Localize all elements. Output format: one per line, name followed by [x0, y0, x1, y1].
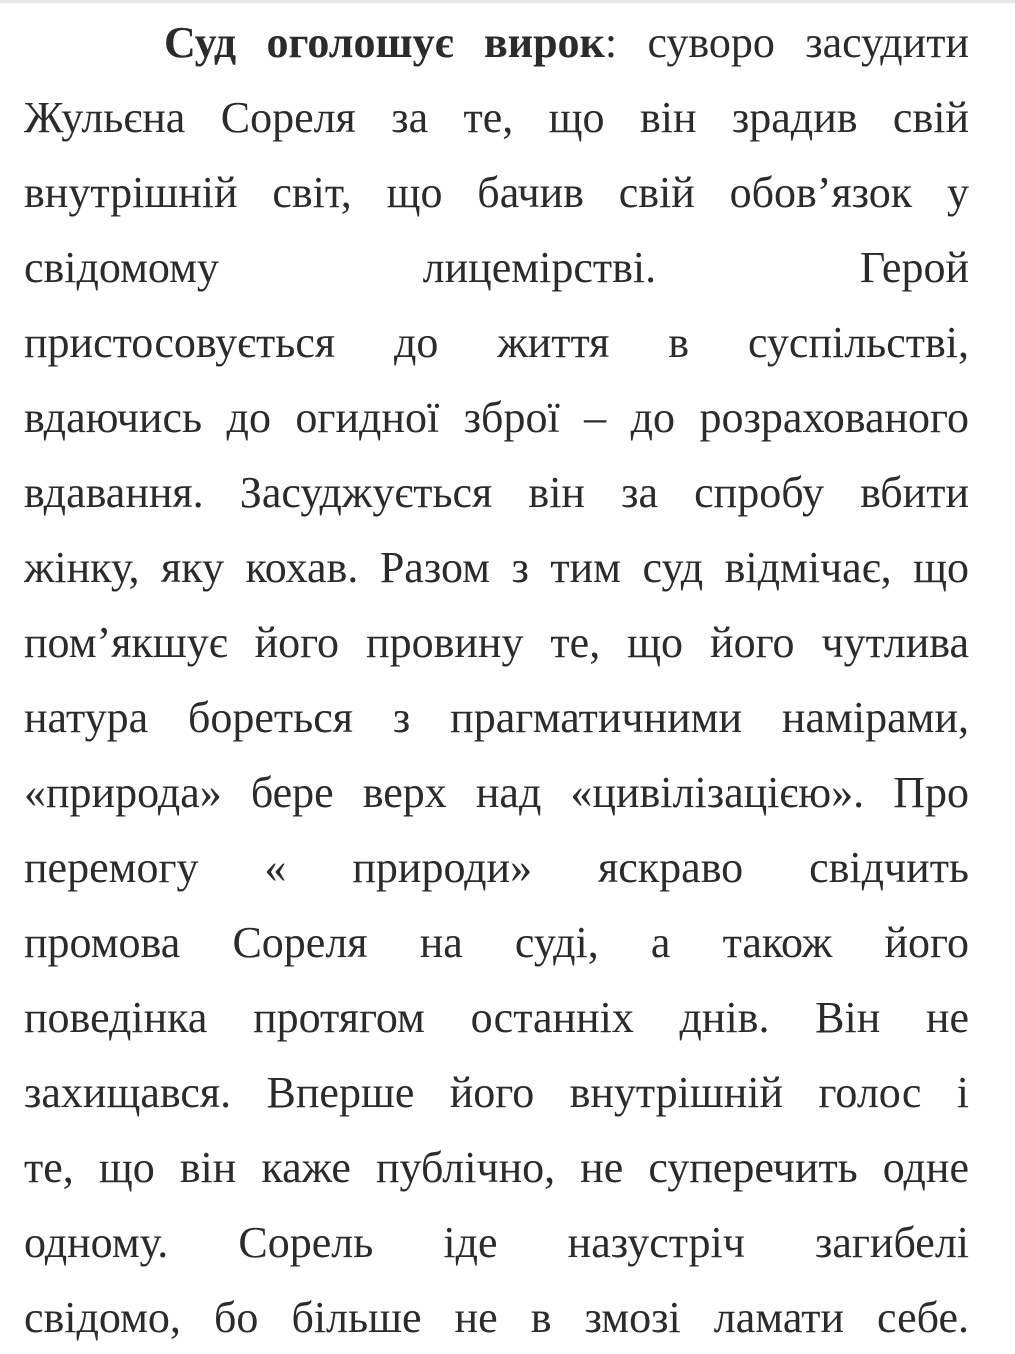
- text-line-13: поведінка протягом останніх днів. Він не: [24, 993, 969, 1042]
- text-line-17: свідомо, бо більше не в змозі ламати себе.: [24, 1293, 969, 1342]
- text-line-8: пом’якшує його провину те, що його чутлива: [24, 618, 969, 667]
- text-line-10: «природа» бере верх над «цивілізацією». Про: [24, 768, 969, 817]
- text-line-1: Жульєна Сореля за те, що він зрадив свій: [24, 93, 969, 142]
- text-line-6: вдавання. Засуджується він за спробу вбити: [24, 468, 969, 517]
- text-line-9: натура бореться з прагматичними намірами,: [24, 693, 969, 742]
- text-line-12: промова Сореля на суді, а також його: [24, 918, 969, 967]
- text-line-14: захищався. Вперше його внутрішній голос і: [24, 1068, 969, 1117]
- text-line-5: вдаючись до огидної зброї – до розрахованого: [24, 393, 969, 442]
- text-line-15: те, що він каже публічно, не суперечить одне: [24, 1143, 969, 1192]
- text-line-2: внутрішній світ, що бачив свій обов’язок у: [24, 168, 969, 217]
- text-line-7: жінку, яку кохав. Разом з тим суд відмічає, що: [24, 543, 969, 592]
- paragraph-first-line: [24, 5, 969, 80]
- verdict-heading: Суд оголошує вирок: [164, 18, 605, 67]
- text-line-11: перемогу « природи» яскраво свідчить: [24, 843, 969, 892]
- document-page: [24, 0, 969, 1354]
- text-line-16: одному. Сорель іде назустріч загибелі: [24, 1218, 969, 1267]
- verdict-intro: : суворо засудити: [604, 18, 969, 67]
- text-line-4: пристосовується до життя в суспільстві,: [24, 318, 969, 367]
- text-line-3: свідомому лицемірстві. Герой: [24, 243, 969, 292]
